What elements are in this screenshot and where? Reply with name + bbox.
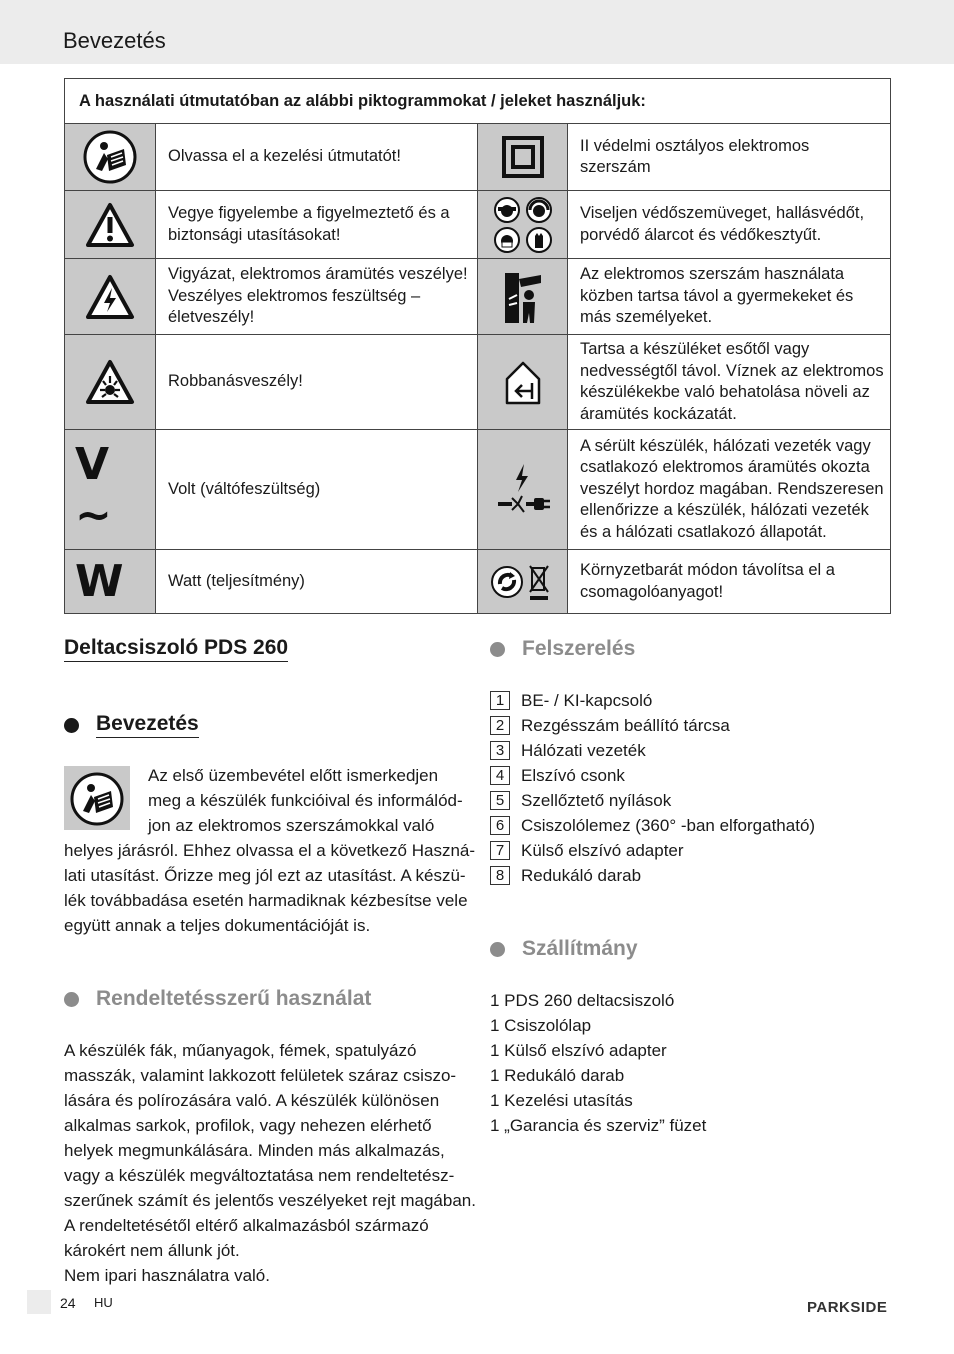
read-manual-icon xyxy=(65,124,156,191)
section-heading-equipment: Felszerelés xyxy=(490,637,635,661)
table-caption-row xyxy=(65,79,891,124)
keep-children-away-icon xyxy=(478,259,568,335)
list-item: 1 BE- / KI-kapcsoló xyxy=(490,688,815,713)
intended-use-paragraph: A készülék fák, műanyagok, fémek, spatulyázó masszák, valamint lakkozott felületek száraz csiszo- lására és polírozására való. A készülék különösen alkalmas sarkok, profilok, vagy nehezen elérhető helyek megmunkálására. Minden más alkalmazás, vagy a készülék megváltoztatása nem rendeltetész- szerűnek számít és jelentős veszélyeket rejt magában. A rendeltetésétől eltérő alkalmazásból származó károkért nem állunk jót. Nem ipari használatra való. xyxy=(64,1041,476,1285)
warning-triangle-icon xyxy=(65,191,156,259)
pictogram-description: Volt (váltófeszültség) xyxy=(156,430,478,550)
pictogram-description: Robbanásveszély! xyxy=(156,335,478,430)
section-heading-intended-use: Rendeltetésszerű használat xyxy=(64,987,371,1011)
bullet-icon xyxy=(490,942,505,957)
protective-equipment-icon xyxy=(478,191,568,259)
pictogram-description: Környzetbarát módon távolítsa el a csomagolóanyagot! xyxy=(568,550,891,614)
table-row xyxy=(65,124,891,191)
page-number: 24 xyxy=(60,1295,76,1311)
pictogram-description: Watt (teljesítmény) xyxy=(156,550,478,614)
list-item: 1 Kezelési utasítás xyxy=(490,1091,633,1110)
section-heading-intro: Bevezetés xyxy=(64,712,199,738)
bullet-icon xyxy=(490,642,505,657)
volt-symbol: V ~ xyxy=(75,438,112,541)
list-item: 7 Külső elszívó adapter xyxy=(490,838,815,863)
list-item: 5 Szellőztető nyílások xyxy=(490,788,815,813)
footer-marker xyxy=(27,1290,51,1314)
product-title: Deltacsiszoló PDS 260 xyxy=(64,636,288,662)
pictogram-description: Tartsa a készüléket esőtől vagy nedvességtől távol. Víznek az elektromos készülékekbe való behatolása növeli az áramütés kockázatát. xyxy=(568,335,891,430)
explosion-warning-icon xyxy=(65,335,156,430)
volt-symbol-cell xyxy=(65,430,156,550)
parts-list xyxy=(490,688,815,888)
bullet-icon xyxy=(64,992,79,1007)
watt-symbol-cell xyxy=(65,550,156,614)
electric-shock-warning-icon xyxy=(65,259,156,335)
list-item: 4 Elszívó csonk xyxy=(490,763,815,788)
list-item: 8 Redukáló darab xyxy=(490,863,815,888)
pictogram-description: Viseljen védőszemüveget, hallásvédőt, porvédő álarcot és védőkesztyűt. xyxy=(568,191,891,259)
table-row xyxy=(65,259,891,335)
list-item: 1 Csiszolólap xyxy=(490,1016,592,1035)
list-item: 1 PDS 260 deltacsiszoló xyxy=(490,991,675,1010)
bullet-icon xyxy=(64,718,79,733)
page-title: Bevezetés xyxy=(63,28,166,53)
pictogram-description: Az elektromos szerszám használata közben tartsa távol a gyermekeket és más személyeket. xyxy=(568,259,891,335)
intro-paragraph: Az első üzembevétel előtt ismerkedjen meg a készülék funkcióival és informálód- jon az elektromos szerszámokkal való helyes járásról. Ehhez olvassa el a következő Haszná- lati utasítást. Őrizze meg jól ezt az utasítást. A készü- lék továbbadása esetén harmadiknak kézbesítse vele együtt annak a teljes dokumentációját is. xyxy=(64,766,476,935)
list-item: 1 Külső elszívó adapter xyxy=(490,1041,667,1060)
pictogram-description: II védelmi osztályos elektromos szerszám xyxy=(568,124,891,191)
list-item: 6 Csiszolólemez (360° -ban elforgatható) xyxy=(490,813,815,838)
table-row xyxy=(65,430,891,550)
recycling-disposal-icon xyxy=(478,550,568,614)
indoor-use-only-icon xyxy=(478,335,568,430)
list-item: 2 Rezgésszám beállító tárcsa xyxy=(490,713,815,738)
language-code: HU xyxy=(94,1295,113,1310)
list-item: 1 „Garancia és szerviz” füzet xyxy=(490,1116,707,1135)
list-item: 1 Redukáló darab xyxy=(490,1066,625,1085)
damaged-cable-warning-icon xyxy=(478,430,568,550)
table-row xyxy=(65,335,891,430)
table-row xyxy=(65,191,891,259)
pictogram-description: Vigyázat, elektromos áramütés veszélye! Veszélyes elektromos feszültség – életveszély! xyxy=(156,259,478,335)
table-row xyxy=(65,550,891,614)
section-heading-delivery: Szállítmány xyxy=(490,937,638,961)
pictogram-description: Olvassa el a kezelési útmutatót! xyxy=(156,124,478,191)
list-item: 3 Hálózati vezeték xyxy=(490,738,815,763)
pictogram-description: Vegye figyelembe a figyelmeztető és a biztonsági utasításokat! xyxy=(156,191,478,259)
pictogram-table xyxy=(64,78,891,614)
protection-class-ii-icon xyxy=(478,124,568,191)
pictogram-description: A sérült készülék, hálózati vezeték vagy csatlakozó elektromos áramütés okozta veszélyt hordoz magában. Rendszeresen ellenőrizze a készülék, hálózati vezeték és a hálózati csatlakozó állapotát. xyxy=(568,430,891,550)
delivery-list xyxy=(490,988,706,1138)
table-caption: A használati útmutatóban az alábbi piktogrammokat / jeleket használjuk: xyxy=(65,79,891,124)
brand-logo: PARKSIDE xyxy=(807,1299,888,1316)
watt-symbol: W xyxy=(75,556,124,607)
